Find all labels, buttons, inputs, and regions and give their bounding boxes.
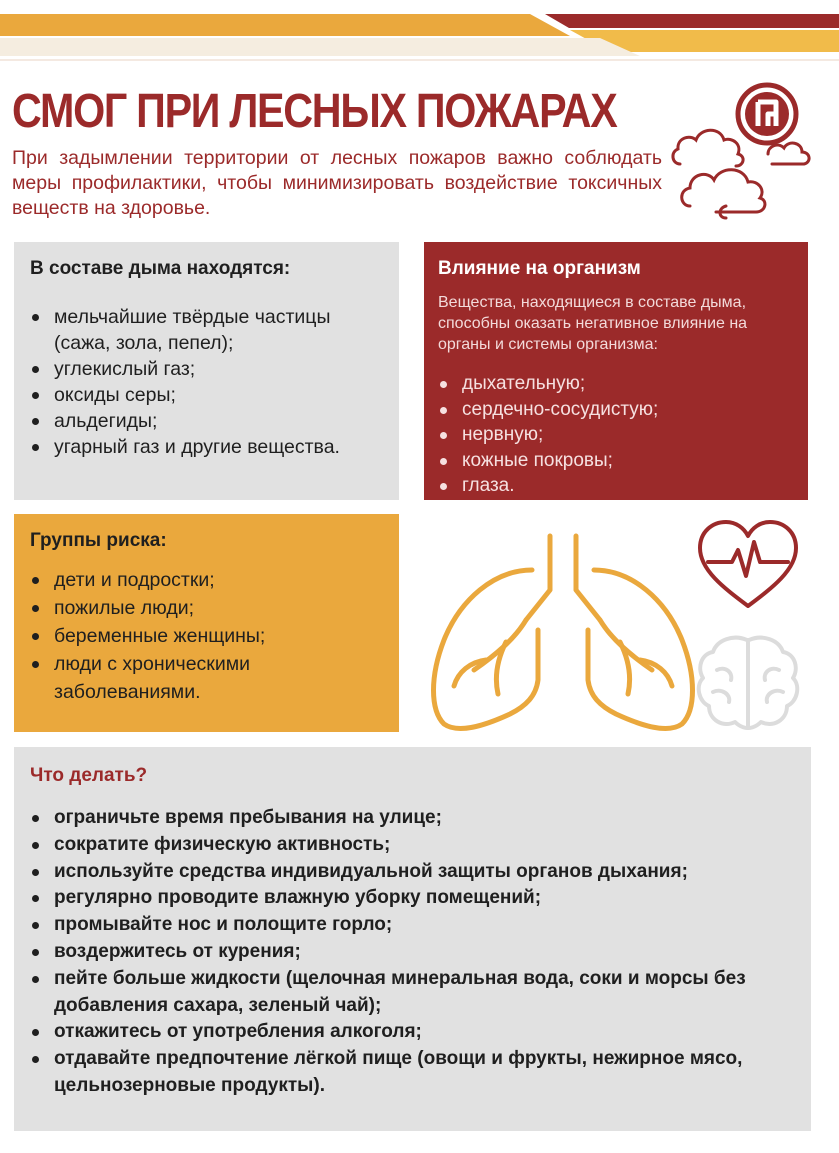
composition-heading: В составе дыма находятся:: [30, 258, 291, 279]
lungs-icon: [414, 530, 714, 735]
todo-list: [30, 805, 795, 1100]
risk-list: [30, 566, 383, 706]
list-item: альдегиды;: [30, 408, 383, 434]
effect-heading: Влияние на организм: [438, 258, 641, 279]
risk-heading: Группы риска:: [30, 530, 167, 551]
smoke-clouds-icon: [668, 118, 818, 230]
heart-pulse-icon: [694, 518, 802, 612]
body-effect-panel: [424, 242, 808, 500]
list-item: угарный газ и другие вещества.: [30, 434, 383, 460]
list-item: дыхательную;: [438, 371, 794, 397]
effect-list: [438, 371, 794, 499]
what-to-do-panel: [14, 747, 811, 1131]
list-item: люди с хроническими заболеваниями.: [30, 650, 383, 706]
risk-groups-panel: [14, 514, 399, 732]
effect-lead-text: Вещества, находящиеся в составе дыма, способны оказать негативное влияние на органы и системы организма:: [438, 294, 748, 353]
list-item: откажитесь от употребления алкоголя;: [30, 1019, 795, 1046]
brain-icon: [693, 632, 803, 734]
list-item: пейте больше жидкости (щелочная минеральная вода, соки и морсы без добавления сахара, зеленый чай);: [30, 966, 795, 1020]
list-item: отдавайте предпочтение лёгкой пище (овощи и фрукты, нежирное мясо, цельнозерновые продукты).: [30, 1046, 795, 1100]
page-title: СМОГ ПРИ ЛЕСНЫХ ПОЖАРАХ: [12, 85, 617, 138]
list-item: кожные покровы;: [438, 448, 794, 474]
list-item: беременные женщины;: [30, 622, 383, 650]
list-item: ограничьте время пребывания на улице;: [30, 805, 795, 832]
list-item: оксиды серы;: [30, 382, 383, 408]
list-item: мельчайшие твёрдые частицы (сажа, зола, пепел);: [30, 304, 383, 356]
list-item: пожилые люди;: [30, 594, 383, 622]
list-item: промывайте нос и полощите горло;: [30, 912, 795, 939]
list-item: регулярно проводите влажную уборку помещений;: [30, 885, 795, 912]
composition-list: [30, 304, 383, 460]
list-item: дети и подростки;: [30, 566, 383, 594]
list-item: нервную;: [438, 422, 794, 448]
list-item: глаза.: [438, 473, 794, 499]
list-item: воздержитесь от курения;: [30, 939, 795, 966]
list-item: сердечно-сосудистую;: [438, 397, 794, 423]
list-item: углекислый газ;: [30, 356, 383, 382]
todo-heading: Что делать?: [30, 765, 148, 786]
smoke-composition-panel: [14, 242, 399, 500]
list-item: используйте средства индивидуальной защиты органов дыхания;: [30, 859, 795, 886]
intro-text: При задымлении территории от лесных пожаров важно соблюдать меры профилактики, чтобы минимизировать воздействие токсичных веществ на здоровье.: [12, 147, 662, 219]
top-decorative-stripes: [0, 0, 839, 70]
list-item: сократите физическую активность;: [30, 832, 795, 859]
